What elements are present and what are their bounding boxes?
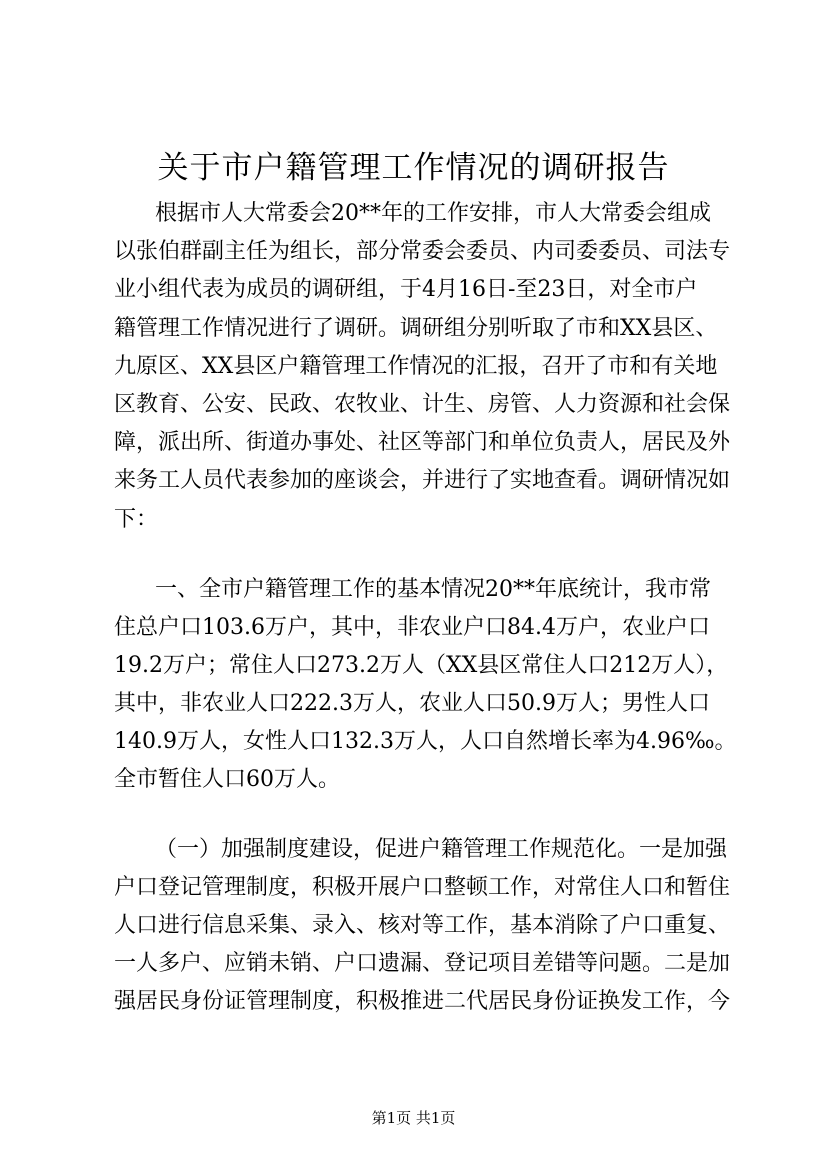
paragraph-line: 全市暂住人口60万人。	[114, 767, 340, 792]
paragraph-line: 九原区、XX县区户籍管理工作情况的汇报，召开了市和有关地	[114, 354, 718, 379]
paragraph-line: 住总户口103.6万户，其中，非农业户口84.4万户，农业户口	[114, 615, 710, 640]
paragraph-line: 一人多户、应销未销、户口遗漏、登记项目差错等问题。二是加	[114, 951, 731, 976]
paragraph-line: 19.2万户；常住人口273.2万人（XX县区常住人口212万人），	[114, 653, 729, 678]
paragraph-line: 障，派出所、街道办事处、社区等部门和单位负责人，居民及外	[114, 430, 731, 455]
paragraph-line: 其中，非农业人口222.3万人，农业人口50.9万人；男性人口	[114, 691, 710, 716]
paragraph-line: 下：	[114, 507, 159, 532]
paragraph-line: 140.9万人，女性人口132.3万人，人口自然增长率为4.96‰。	[114, 729, 737, 754]
paragraph-line: 籍管理工作情况进行了调研。调研组分别听取了市和XX县区、	[114, 316, 718, 341]
paragraph-line: （一）加强制度建设，促进户籍管理工作规范化。一是加强	[155, 837, 728, 862]
paragraph-line: 户口登记管理制度，积极开展户口整顿工作，对常住人口和暂住	[114, 875, 731, 900]
paragraph-line: 人口进行信息采集、录入、核对等工作，基本消除了户口重复、	[114, 913, 731, 938]
page-footer: 第1页 共1页	[371, 1109, 456, 1127]
paragraph-line: 一、全市户籍管理工作的基本情况20**年底统计，我市常	[155, 577, 711, 602]
document-title: 关于市户籍管理工作情况的调研报告	[157, 150, 670, 186]
paragraph-line: 根据市人大常委会20**年的工作安排，市人大常委会组成	[155, 201, 711, 226]
paragraph-line: 区教育、公安、民政、农牧业、计生、房管、人力资源和社会保	[114, 392, 731, 417]
paragraph-line: 以张伯群副主任为组长，部分常委会委员、内司委委员、司法专	[114, 239, 731, 264]
paragraph-line: 来务工人员代表参加的座谈会，并进行了实地查看。调研情况如	[114, 468, 731, 493]
paragraph-line: 业小组代表为成员的调研组，于4月16日-至23日，对全市户	[114, 277, 698, 302]
paragraph-line: 强居民身份证管理制度，积极推进二代居民身份证换发工作，今	[114, 989, 731, 1014]
